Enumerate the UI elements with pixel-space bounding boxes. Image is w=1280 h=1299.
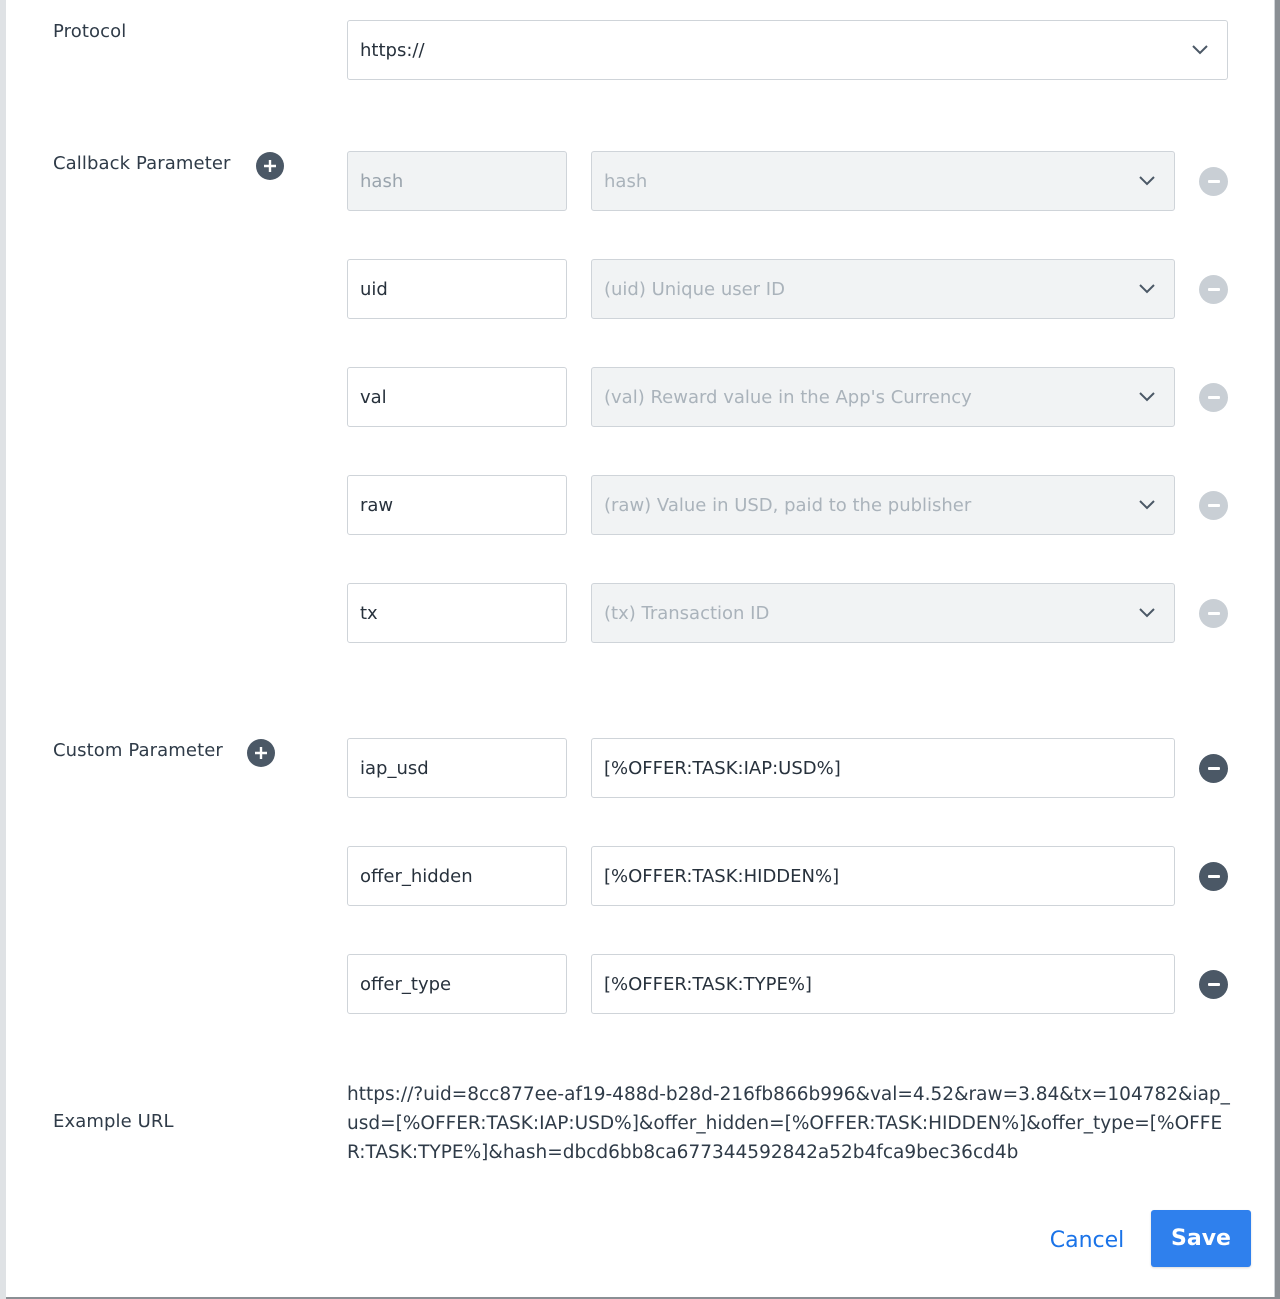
callback-select-value: (val) Reward value in the App's Currency [604,386,972,408]
minus-icon [1208,396,1220,399]
callback-settings-modal [6,0,1275,1297]
custom-key-value: offer_type [360,973,452,995]
remove-callback-uid-button[interactable] [1199,275,1228,304]
custom-value-input-offer-hidden[interactable] [591,846,1175,906]
chevron-down-icon [1191,44,1209,56]
example-url-label: Example URL [53,1111,174,1132]
custom-parameter-label: Custom Parameter [53,740,223,761]
protocol-select[interactable] [347,20,1228,80]
remove-callback-hash-button[interactable] [1199,167,1228,196]
minus-icon [1208,504,1220,507]
plus-icon [254,746,268,760]
remove-callback-tx-button[interactable] [1199,599,1228,628]
add-custom-parameter-button[interactable] [247,739,275,767]
callback-key-value: raw [360,494,394,516]
plus-icon [263,159,277,173]
remove-callback-raw-button[interactable] [1199,491,1228,520]
callback-select-val[interactable] [591,367,1175,427]
callback-select-uid[interactable] [591,259,1175,319]
callback-parameter-label: Callback Parameter [53,153,231,174]
callback-key-input-hash[interactable] [347,151,567,211]
callback-key-value: uid [360,278,388,300]
custom-key-input-iap-usd[interactable] [347,738,567,798]
callback-key-value: hash [360,170,404,192]
custom-key-value: iap_usd [360,757,429,779]
callback-key-input-tx[interactable] [347,583,567,643]
remove-callback-val-button[interactable] [1199,383,1228,412]
minus-icon [1208,875,1220,878]
example-url-text: https://?uid=8cc877ee-af19-488d-b28d-216fb866b996&val=4.52&raw=3.84&tx=104782&iap_usd=[%OFFER:TASK:IAP:USD%]&offer_hidden=[%OFFER:TASK:HIDDEN%]&offer_type=[%OFFER:TASK:TYPE%]&hash=dbcd6bb8ca677344592842a52b4fca9bec36cd4b [347,1084,1230,1163]
callback-select-value: hash [604,170,648,192]
minus-icon [1208,983,1220,986]
minus-icon [1208,767,1220,770]
chevron-down-icon [1138,175,1156,187]
remove-custom-offer-hidden-button[interactable] [1199,862,1228,891]
chevron-down-icon [1138,391,1156,403]
chevron-down-icon [1138,499,1156,511]
remove-custom-iap-usd-button[interactable] [1199,754,1228,783]
minus-icon [1208,180,1220,183]
custom-value-input-offer-type[interactable] [591,954,1175,1014]
callback-select-value: (tx) Transaction ID [604,602,770,624]
callback-key-input-uid[interactable] [347,259,567,319]
custom-value-text: [%OFFER:TASK:HIDDEN%] [604,865,840,887]
save-button[interactable]: Save [1151,1210,1251,1267]
chevron-down-icon [1138,607,1156,619]
chevron-down-icon [1138,283,1156,295]
custom-value-text: [%OFFER:TASK:TYPE%] [604,973,812,995]
callback-key-input-raw[interactable] [347,475,567,535]
protocol-select-value: https:// [360,39,425,61]
callback-select-tx[interactable] [591,583,1175,643]
custom-key-input-offer-hidden[interactable] [347,846,567,906]
minus-icon [1208,612,1220,615]
custom-key-value: offer_hidden [360,865,473,887]
custom-value-input-iap-usd[interactable] [591,738,1175,798]
protocol-label: Protocol [53,21,127,42]
add-callback-parameter-button[interactable] [256,152,284,180]
custom-value-text: [%OFFER:TASK:IAP:USD%] [604,757,841,779]
cancel-button[interactable]: Cancel [1049,1227,1125,1253]
callback-select-value: (uid) Unique user ID [604,278,785,300]
callback-select-raw[interactable] [591,475,1175,535]
callback-select-value: (raw) Value in USD, paid to the publisher [604,494,972,516]
remove-custom-offer-type-button[interactable] [1199,970,1228,999]
minus-icon [1208,288,1220,291]
callback-select-hash[interactable] [591,151,1175,211]
custom-key-input-offer-type[interactable] [347,954,567,1014]
callback-key-value: val [360,386,387,408]
callback-key-value: tx [360,602,378,624]
callback-key-input-val[interactable] [347,367,567,427]
